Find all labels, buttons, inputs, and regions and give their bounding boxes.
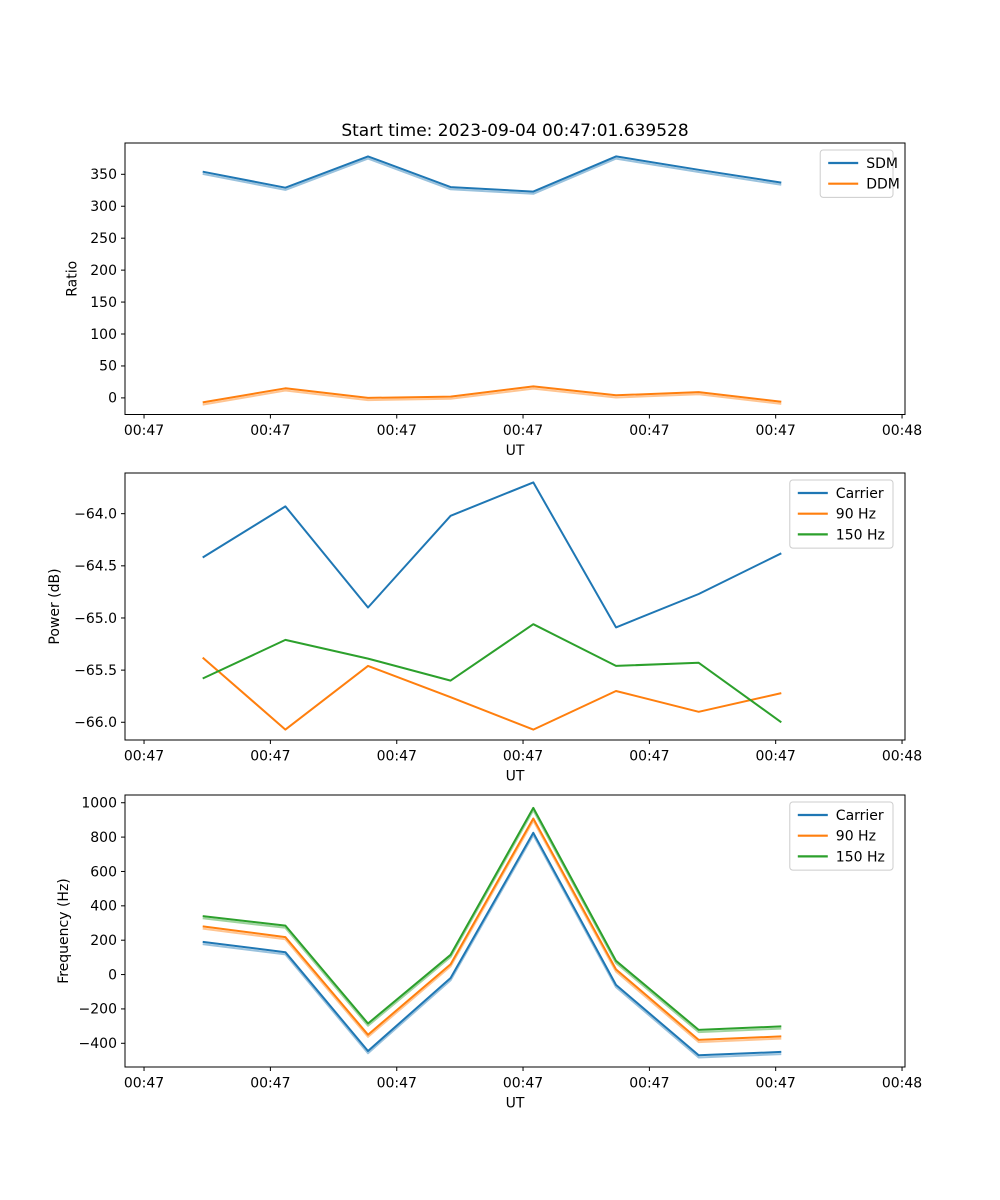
y-tick-label: −65.5	[74, 662, 117, 679]
legend	[790, 802, 893, 870]
x-tick-label: 00:47	[123, 423, 165, 439]
x-tick-label: 00:48	[881, 1075, 923, 1092]
x-tick-label: 00:47	[376, 423, 417, 439]
y-tick-label: −66.0	[74, 715, 117, 732]
legend-label: Carrier	[835, 486, 884, 502]
legend-label: DDM	[866, 176, 900, 193]
figure-title: Start time: 2023-09-04 00:47:01.639528	[341, 121, 689, 141]
legend-label: 150 Hz	[835, 527, 885, 544]
y-tick-label: 200	[90, 262, 117, 279]
series-halo-Carrier	[203, 835, 782, 1058]
y-tick-label: −400	[78, 1036, 117, 1053]
x-tick-label: 00:47	[250, 748, 291, 765]
x-tick-label: 00:47	[250, 1075, 291, 1092]
legend-label: 90 Hz	[835, 828, 876, 845]
legend	[820, 150, 900, 197]
x-tick-label: 00:48	[881, 748, 923, 765]
y-tick-label: −65.0	[74, 610, 117, 627]
y-tick-label: 1000	[81, 795, 117, 812]
y-tick-label: 200	[90, 932, 117, 949]
frequency-plot	[56, 795, 922, 1112]
y-tick-label: 0	[108, 967, 117, 984]
power-plot	[47, 473, 922, 785]
y-axis-label: Ratio	[64, 260, 81, 297]
series-line-150 Hz	[203, 624, 782, 722]
x-tick-label: 00:47	[755, 748, 796, 765]
y-tick-label: 50	[99, 358, 117, 375]
y-tick-label: −200	[78, 1001, 117, 1018]
y-tick-label: −64.5	[74, 558, 117, 575]
legend-label: 90 Hz	[835, 506, 876, 523]
x-tick-label: 00:47	[629, 1075, 670, 1092]
x-axis-label: UT	[505, 768, 525, 785]
ratio-plot	[65, 143, 923, 459]
y-tick-label: 150	[90, 294, 117, 311]
x-tick-label: 00:47	[755, 1075, 796, 1092]
series-line-Carrier	[203, 482, 782, 627]
legend	[790, 480, 893, 548]
x-tick-label: 00:47	[502, 423, 544, 439]
y-tick-label: 400	[90, 898, 117, 915]
axes-box	[125, 143, 905, 415]
x-tick-label: 00:47	[629, 423, 670, 439]
x-tick-label: 00:47	[629, 748, 670, 765]
x-tick-label: 00:48	[881, 423, 923, 439]
x-axis-label: UT	[505, 443, 525, 459]
series-line-90 Hz	[203, 658, 782, 730]
y-tick-label: 250	[90, 230, 117, 247]
y-tick-label: −64.0	[74, 506, 117, 523]
y-tick-label: 600	[90, 864, 117, 881]
series-line-150 Hz	[203, 808, 782, 1030]
x-tick-label: 00:47	[123, 748, 165, 765]
x-tick-label: 00:47	[755, 423, 796, 439]
x-tick-label: 00:47	[250, 423, 291, 439]
x-axis-label: UT	[505, 1095, 525, 1112]
series-halo-150 Hz	[203, 810, 782, 1032]
x-tick-label: 00:47	[123, 1075, 165, 1092]
x-tick-label: 00:47	[376, 748, 417, 765]
x-tick-label: 00:47	[502, 1075, 544, 1092]
y-tick-label: 800	[90, 829, 117, 846]
y-tick-label: 350	[90, 167, 117, 184]
series-line-SDM	[203, 156, 782, 191]
legend-label: Carrier	[835, 808, 884, 824]
legend-label: SDM	[866, 156, 898, 172]
y-tick-label: 100	[90, 326, 117, 343]
axes-box	[125, 473, 905, 740]
y-axis-label: Power (dB)	[47, 568, 63, 645]
y-tick-label: 0	[108, 390, 117, 407]
y-tick-label: 300	[90, 199, 117, 216]
legend-label: 150 Hz	[835, 849, 885, 866]
x-tick-label: 00:47	[376, 1075, 417, 1092]
x-tick-label: 00:47	[502, 748, 544, 765]
y-axis-label: Frequency (Hz)	[55, 878, 72, 984]
